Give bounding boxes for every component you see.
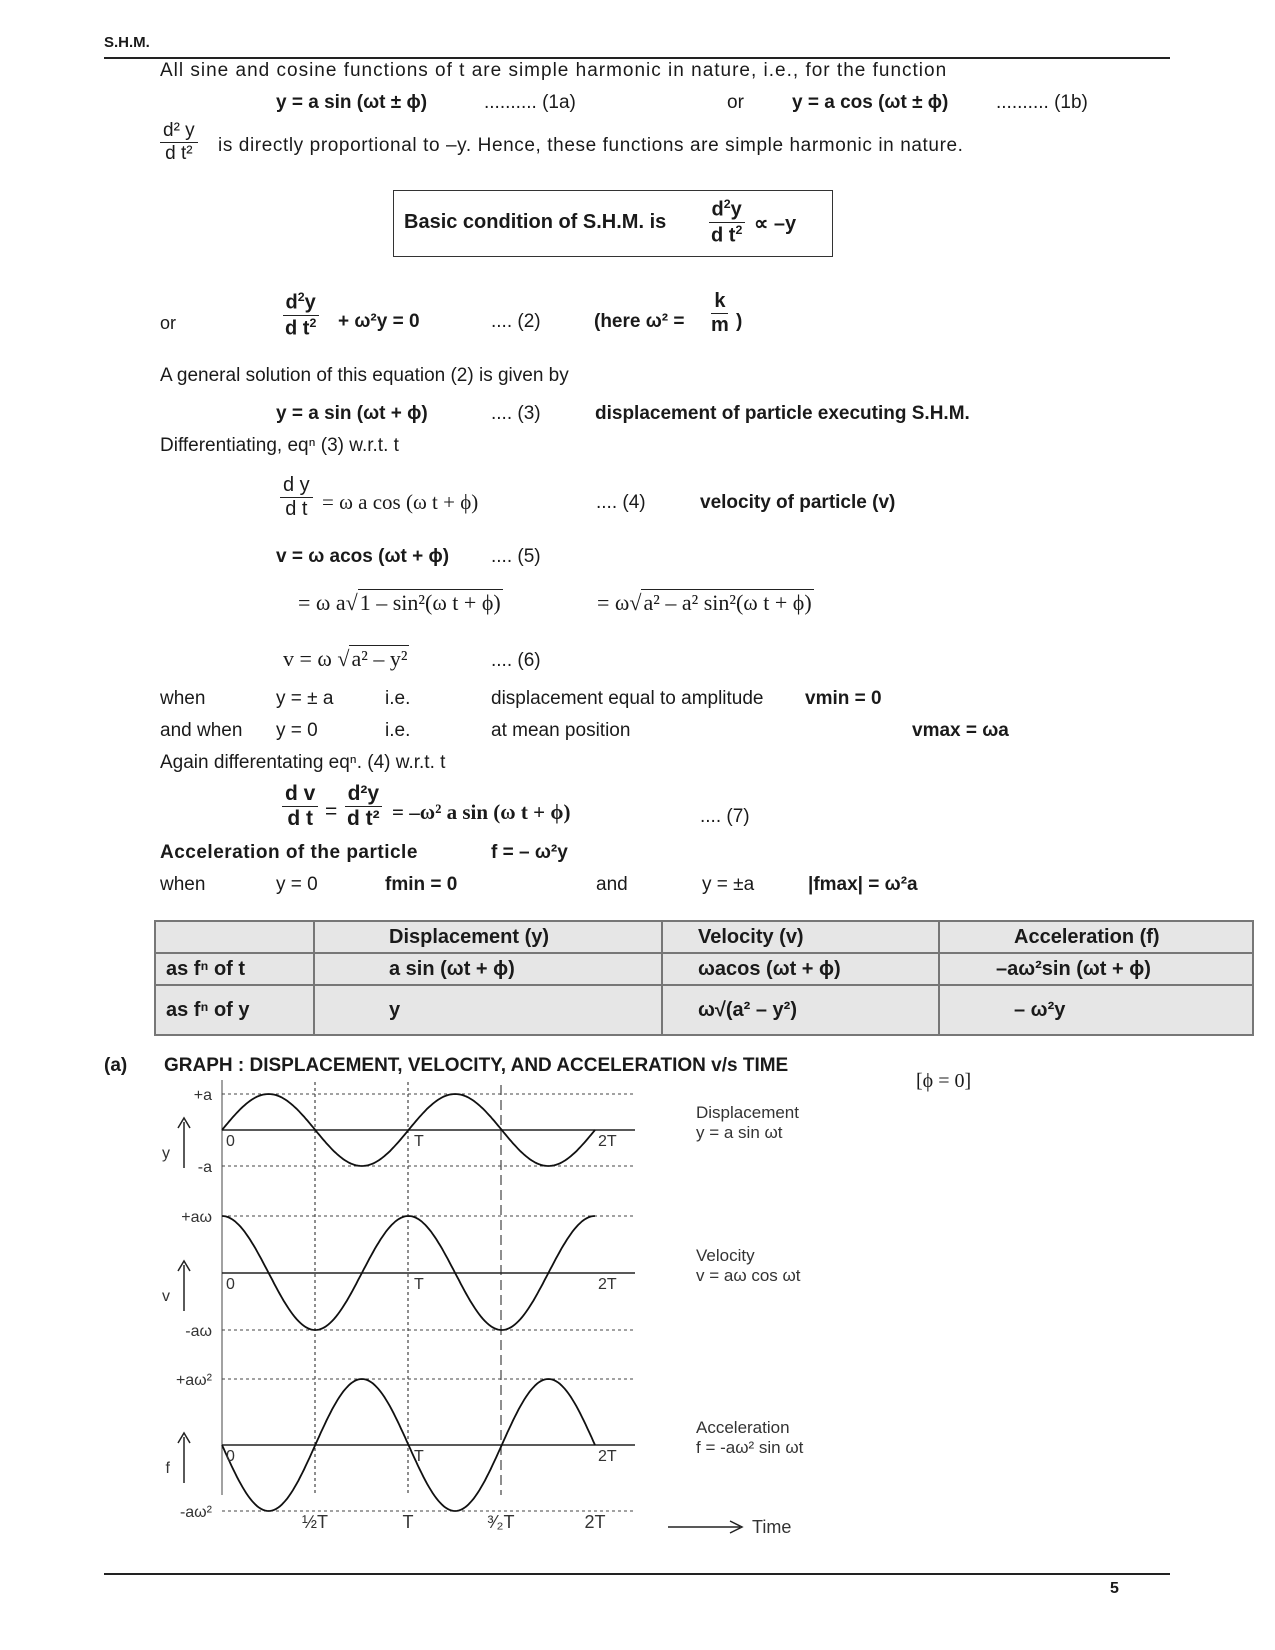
eq4-ref: .... (4) xyxy=(596,492,646,513)
vmin-value: vmin = 0 xyxy=(805,688,882,709)
table-row xyxy=(155,985,1253,1035)
eq5-ref: .... (5) xyxy=(491,546,541,567)
when-condition: y = ± a xyxy=(276,688,334,709)
origin-label: 0 xyxy=(226,1276,235,1293)
x-tick-label: T xyxy=(402,1512,414,1532)
shm-summary-table xyxy=(154,920,1254,1036)
eq5b-right: = ω√a² – a² sin²(ω t + ϕ) xyxy=(597,590,812,615)
graph-title: GRAPH : DISPLACEMENT, VELOCITY, AND ACCELERATION v/s TIME xyxy=(164,1055,789,1076)
table-cell: ωacos (ωt + ϕ) xyxy=(662,953,939,985)
header-rule xyxy=(104,57,1170,59)
table-cell: as fⁿ of t xyxy=(155,953,314,985)
table-cell: as fⁿ of y xyxy=(155,985,314,1035)
eq-1b-ref: .......... (1b) xyxy=(996,92,1088,113)
fmin-value: fmin = 0 xyxy=(385,874,458,895)
eq7-fraction-1: $\frac{\text{d v}}{\text{d t}}$ xyxy=(282,782,318,831)
phase-note: [ϕ = 0] xyxy=(916,1070,972,1092)
eq4-fraction: $\frac{\text{d y}}{\text{d t}}$ xyxy=(280,474,313,521)
condition-label: Basic condition of S.H.M. is xyxy=(404,211,667,233)
eq-1a-ref: .......... (1a) xyxy=(484,92,576,113)
when-desc: displacement equal to amplitude xyxy=(491,688,764,709)
curve-formula: v = aω cos ωt xyxy=(696,1266,801,1285)
d2y-fraction xyxy=(160,120,198,165)
x-tick-label: ³⁄₂T xyxy=(487,1512,515,1532)
origin-label: 0 xyxy=(226,1448,235,1465)
when-label: when xyxy=(160,688,206,709)
or-text-2: or xyxy=(160,313,177,333)
eq2-note-close: ) xyxy=(736,311,743,332)
or-text: or xyxy=(727,92,744,113)
table-cell: y xyxy=(314,985,662,1035)
eq-1b: y = a cos (ωt ± ϕ) xyxy=(792,92,949,113)
ie-text-2: i.e. xyxy=(385,720,411,741)
eq3-desc: displacement of particle executing S.H.M. xyxy=(595,403,970,424)
when-condition-2: y = 0 xyxy=(276,720,318,741)
acceleration-formula: f = – ω²y xyxy=(491,842,568,863)
y-axis-name: y xyxy=(162,1145,170,1162)
two-period-label: 2T xyxy=(598,1133,617,1150)
page-number: 5 xyxy=(1110,1580,1119,1597)
equals-sign: = xyxy=(325,800,338,823)
eq7-rhs: = –ω² a sin (ω t + ϕ) xyxy=(392,800,571,824)
eq5: v = ω acos (ωt + ϕ) xyxy=(276,546,450,567)
diff2-text: Again differentating eqⁿ. (4) w.r.t. t xyxy=(160,752,446,773)
running-header: S.H.M. xyxy=(104,34,150,51)
eq7-fraction-2: $\frac{\text{d²y}}{\text{d t²}}$ xyxy=(344,782,383,831)
table-header-cell: Velocity (v) xyxy=(662,921,939,953)
eq4-desc: velocity of particle (v) xyxy=(700,492,896,513)
k-over-m: $\frac{k}{m}$ xyxy=(711,290,729,336)
eq-1a: y = a sin (ωt ± ϕ) xyxy=(276,92,428,113)
and-text: and xyxy=(596,874,628,895)
eq2-fraction: $\frac{d^2y}{d t^2}$ xyxy=(282,290,319,340)
table-header-cell xyxy=(155,921,314,953)
eq4-rhs: = ω a cos (ω t + ϕ) xyxy=(322,490,479,514)
graph-label: (a) xyxy=(104,1055,128,1076)
fmax-value: |fmax| = ω²a xyxy=(808,874,918,895)
condition-rhs: ∝ –y xyxy=(754,213,797,235)
eq5b-left: = ω a√1 – sin²(ω t + ϕ) xyxy=(298,590,501,615)
ie-text: i.e. xyxy=(385,688,411,709)
axis-top-label: +a xyxy=(193,1087,212,1104)
axis-bottom-label: -aω² xyxy=(179,1504,212,1521)
footer-rule xyxy=(104,1573,1170,1575)
table-cell: ω√(a² – y²) xyxy=(662,985,939,1035)
eq6-ref: .... (6) xyxy=(491,650,541,671)
origin-label: 0 xyxy=(226,1133,235,1150)
curve-name: Displacement xyxy=(696,1103,799,1122)
general-solution-text: A general solution of this equation (2) is given by xyxy=(160,365,569,386)
eq2-ref: .... (2) xyxy=(491,311,541,332)
and-when-label: and when xyxy=(160,720,243,741)
two-period-label: 2T xyxy=(598,1448,617,1465)
table-cell: – ω²y xyxy=(939,985,1253,1035)
intro-line: All sine and cosine functions of t are simple harmonic in nature, i.e., for the function xyxy=(160,60,948,81)
intro-line-2: is directly proportional to –y. Hence, these functions are simple harmonic in nature. xyxy=(218,135,964,156)
diff1-text: Differentiating, eqⁿ (3) w.r.t. t xyxy=(160,435,399,456)
table-header-cell: Displacement (y) xyxy=(314,921,662,953)
eq3: y = a sin (ωt + ϕ) xyxy=(276,403,428,424)
curve-name: Acceleration xyxy=(696,1418,790,1437)
fraction-numerator: d² y xyxy=(160,120,198,143)
when-desc-2: at mean position xyxy=(491,720,631,741)
eq7-ref: .... (7) xyxy=(700,806,750,827)
axis-bottom-label: -aω xyxy=(185,1323,212,1340)
eq2-rhs: + ω²y = 0 xyxy=(338,311,420,332)
two-period-label: 2T xyxy=(598,1276,617,1293)
when-label-3: when xyxy=(160,874,206,895)
vmax-value: vmax = ωa xyxy=(912,720,1009,741)
curve-formula: y = a sin ωt xyxy=(696,1123,783,1142)
fraction-denominator: d t² xyxy=(165,142,193,164)
table-header-cell: Acceleration (f) xyxy=(939,921,1253,953)
when-condition-4: y = ±a xyxy=(702,874,755,895)
curve-name: Velocity xyxy=(696,1246,755,1265)
table-header-row xyxy=(155,921,1253,953)
period-label: T xyxy=(414,1133,424,1150)
eq3-ref: .... (3) xyxy=(491,403,541,424)
table-row xyxy=(155,953,1253,985)
period-label: T xyxy=(414,1448,424,1465)
acceleration-label: Acceleration of the particle xyxy=(160,842,418,863)
x-tick-label: 2T xyxy=(584,1512,606,1532)
period-label: T xyxy=(414,1276,424,1293)
condition-fraction: $\frac{d^2y}{d t^2}$ xyxy=(708,197,745,247)
shm-graph xyxy=(0,1080,1275,1580)
axis-top-label: +aω xyxy=(181,1209,212,1226)
y-axis-name: v xyxy=(162,1288,170,1305)
time-axis-label: Time xyxy=(752,1517,792,1537)
y-axis-name: f xyxy=(165,1460,170,1477)
table-cell: a sin (ωt + ϕ) xyxy=(314,953,662,985)
curve-formula: f = -aω² sin ωt xyxy=(696,1438,804,1457)
axis-bottom-label: -a xyxy=(197,1159,212,1176)
condition-box xyxy=(393,190,833,257)
x-tick-label: ½T xyxy=(301,1512,329,1532)
eq2-note: (here ω² = xyxy=(594,311,685,332)
table-cell: –aω²sin (ωt + ϕ) xyxy=(939,953,1253,985)
eq6: v = ω √a² – y² xyxy=(283,646,408,671)
when-condition-3: y = 0 xyxy=(276,874,318,895)
axis-top-label: +aω² xyxy=(175,1372,212,1389)
